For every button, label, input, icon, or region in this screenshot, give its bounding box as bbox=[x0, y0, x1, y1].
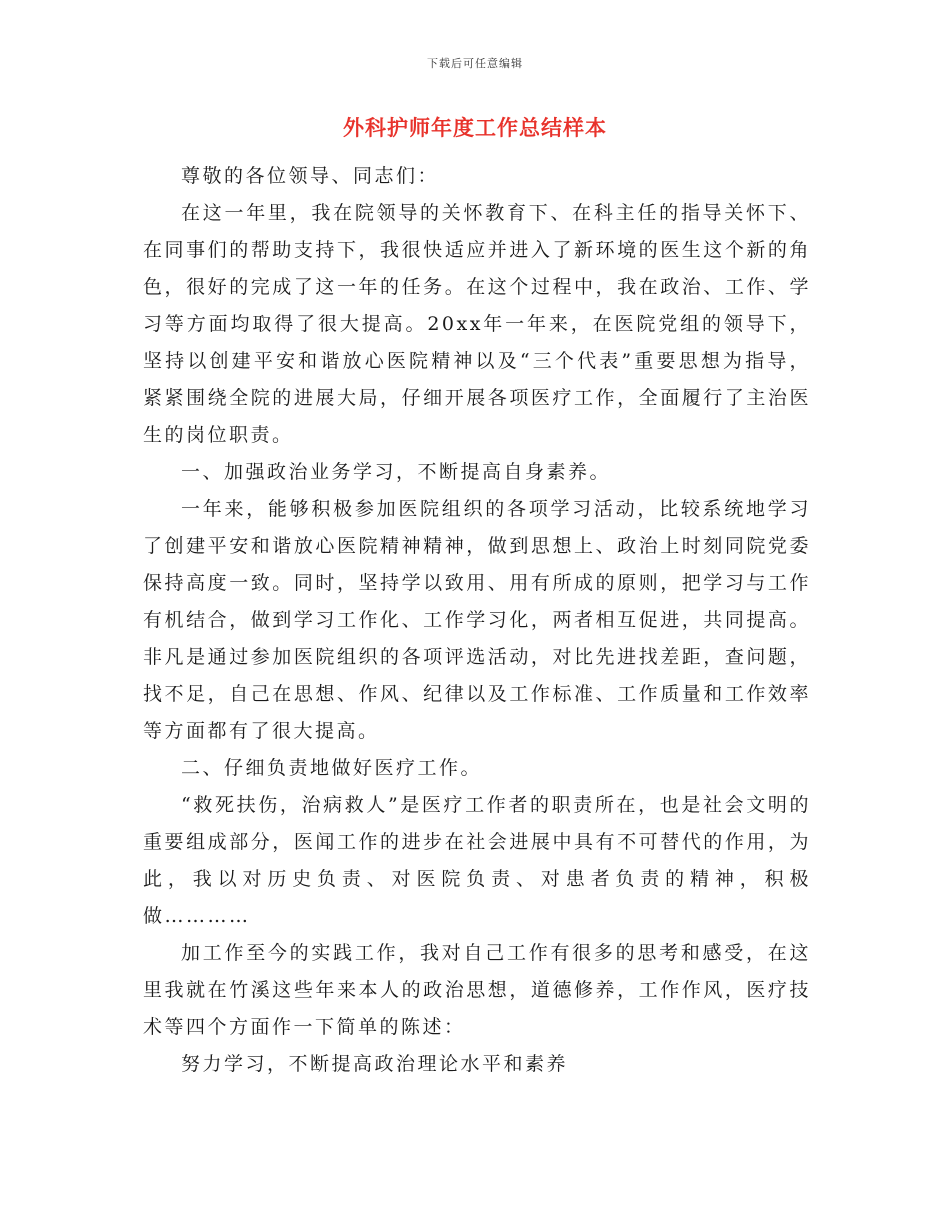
section-heading-1: 一、加强政治业务学习，不断提高自身素养。 bbox=[181, 461, 612, 483]
intro-paragraph: 在这一年里，我在院领导的关怀教育下、在科主任的指导关怀下、在同事们的帮助支持下，我很快适应并进入了新环境的医生这个新的角色，很好的完成了这一年的任务。在这个过程中，我在政治、工作、学习等方面均取得了很大提高。20xx年一年来，在医院党组的领导下，坚持以创建平安和谐放心医院精神以及“三个代表”重要思想为指导，紧紧围绕全院的进展大局，仔细开展各项医疗工作，全面履行了主治医生的岗位职责。 bbox=[143, 202, 811, 446]
section-heading-2: 二、仔细负责地做好医疗工作。 bbox=[181, 757, 483, 779]
document-title: 外科护师年度工作总结样本 bbox=[343, 115, 607, 140]
salutation-paragraph: 尊敬的各位领导、同志们： bbox=[181, 165, 440, 187]
page-header-note: 下载后可任意编辑 bbox=[427, 57, 523, 70]
section-1-paragraph: 一年来，能够积极参加医院组织的各项学习活动，比较系统地学习了创建平安和谐放心医院精神精神，做到思想上、政治上时刻同院党委保持高度一致。同时，坚持学以致用、用有所成的原则，把学习与工作有机结合，做到学习工作化、工作学习化，两者相互促进，共同提高。非凡是通过参加医院组织的各项评选活动，对比先进找差距，查问题，找不足，自己在思想、作风、纪律以及工作标准、工作质量和工作效率等方面都有了很大提高。 bbox=[143, 498, 811, 742]
section-2-paragraph: “救死扶伤，治病救人”是医疗工作者的职责所在，也是社会文明的重要组成部分，医闻工作的进步在社会进展中具有不可替代的作用，为此，我以对历史负责、对医院负责、对患者负责的精神，积极做………… bbox=[143, 794, 811, 927]
document-body bbox=[143, 158, 811, 1083]
reflection-paragraph: 加工作至今的实践工作，我对自己工作有很多的思考和感受，在这里我就在竹溪这些年来本人的政治思想，道德修养，工作作风，医疗技术等四个方面作一下简单的陈述： bbox=[143, 942, 811, 1038]
subsection-heading: 努力学习，不断提高政治理论水平和素养 bbox=[181, 1053, 569, 1075]
